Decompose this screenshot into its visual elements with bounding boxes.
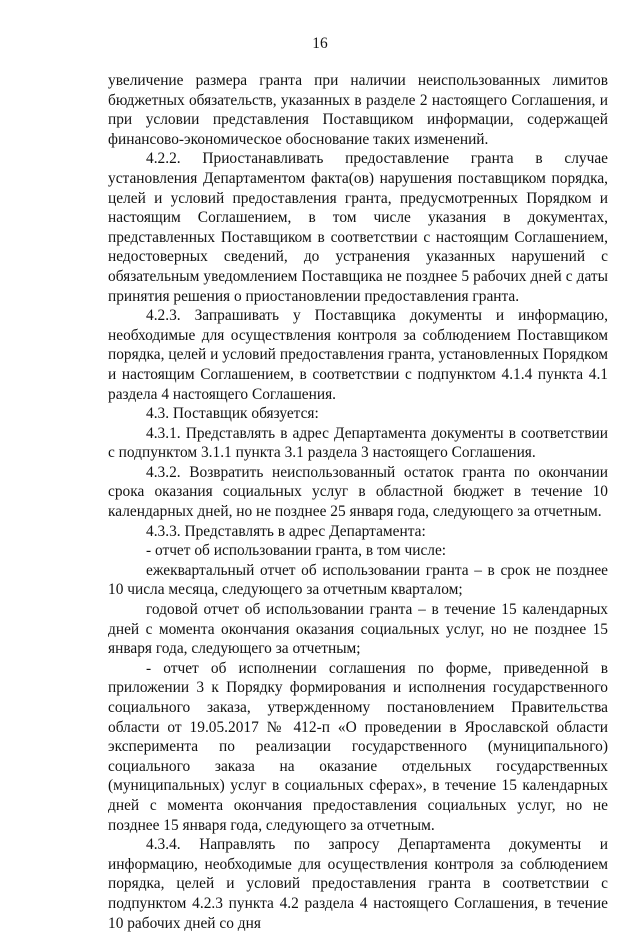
document-body bbox=[108, 71, 608, 933]
paragraph-4-3-3: 4.3.3. Представлять в адрес Департамента: bbox=[146, 522, 426, 540]
page-number: 16 bbox=[312, 35, 328, 52]
paragraph-4-3-1: 4.3.1. Представлять в адрес Департамента документы в соответствии с подпунктом 3.1.1 пункта 3.1 раздела 3 настоящего Соглашения. bbox=[108, 424, 608, 462]
list-item-grant-report: - отчет об использовании гранта, в том числе: bbox=[146, 542, 447, 560]
paragraph-4-3-4: 4.3.4. Направлять по запросу Департамента документы и информацию, необходимые для осуществления контроля за соблюдением порядка, целей и условий предоставления гранта в соответствии с подпунктом 4.2.3 пункта 4.2 раздела 4 настоящего Соглашения, в течение 10 рабочих дней со дня bbox=[108, 836, 608, 932]
list-item-agreement-report: - отчет об исполнении соглашения по форме, приведенной в приложении 3 к Порядку формирования и исполнения государственного социального заказа, утвержденному постановлением Правительства области от 19.05.2017 № 412-п «О проведении в Ярославской области эксперимента по реализации государственного (муниципального) социального заказа на оказание отдельных государственных (муниципальных) услуг в социальных сферах», в течение 15 календарных дней с момента окончания предоставления социальных услуг, но не позднее 15 января года, следующего за отчетным. bbox=[108, 659, 608, 834]
list-item-quarterly-report: ежеквартальный отчет об использовании гранта – в срок не позднее 10 числа месяца, следующего за отчетным кварталом; bbox=[108, 561, 608, 599]
paragraph-4-2-1-continuation: увеличение размера гранта при наличии неиспользованных лимитов бюджетных обязательств, указанных в разделе 2 настоящего Соглашения, и при условии представления Поставщиком информации, содержащей финансово-экономическое обоснование таких изменений. bbox=[108, 72, 608, 148]
paragraph-4-3-heading: 4.3. Поставщик обязуется: bbox=[146, 405, 319, 423]
paragraph-4-2-2: 4.2.2. Приостанавливать предоставление гранта в случае установления Департаментом факта(ов) нарушения поставщиком порядка, целей и условий предоставления гранта, предусмотренных Порядком и настоящим Соглашением, в том числе указания в документах, представленных Поставщиком в соответствии с настоящим Соглашением, недостоверных сведений, до устранения указанных нарушений с обязательным уведомлением Поставщика не позднее 5 рабочих дней с даты принятия решения о приостановлении предоставления гранта. bbox=[108, 150, 608, 305]
list-item-annual-report: годовой отчет об использовании гранта – в течение 15 календарных дней с момента окончания оказания социальных услуг, но не позднее 15 января года, следующего за отчетным; bbox=[108, 601, 608, 658]
paragraph-4-2-3: 4.2.3. Запрашивать у Поставщика документы и информацию, необходимые для осуществления контроля за соблюдением Поставщиком порядка, целей и условий предоставления гранта, установленных Порядком и настоящим Соглашением, в соответствии с подпунктом 4.1.4 пункта 4.1 раздела 4 настоящего Соглашения. bbox=[108, 307, 608, 403]
paragraph-4-3-2: 4.3.2. Возвратить неиспользованный остаток гранта по окончании срока оказания социальных услуг в областной бюджет в течение 10 календарных дней, но не позднее 25 января года, следующего за отчетным. bbox=[108, 463, 608, 521]
